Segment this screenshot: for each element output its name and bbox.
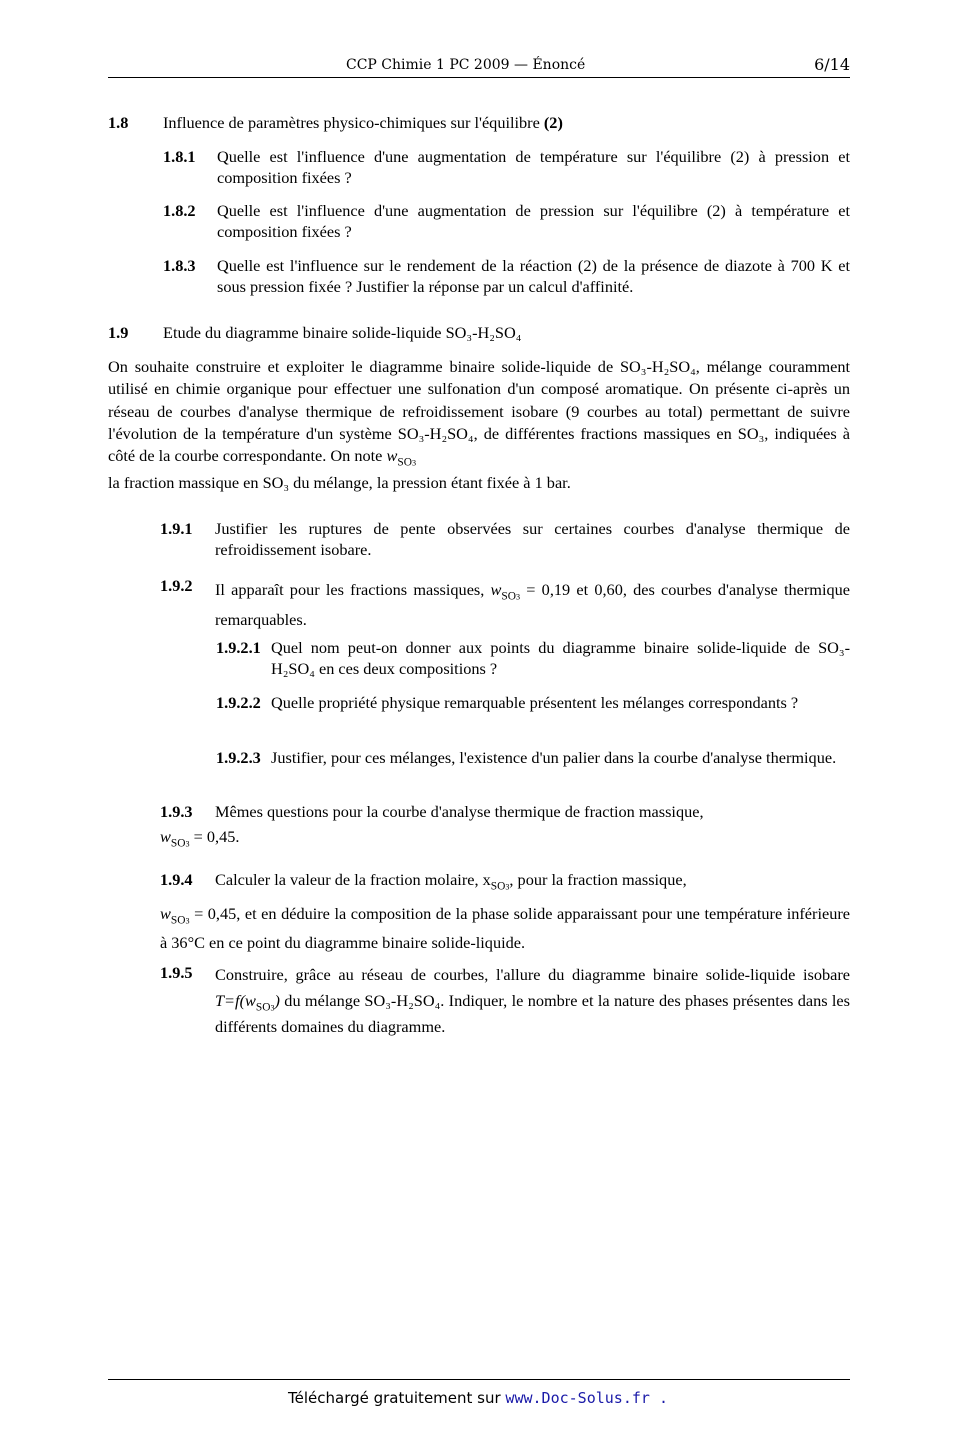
question-number: 1.9.2 [160, 576, 193, 595]
subquestion-number: 1.9.2.3 [216, 748, 261, 767]
section-title: Influence de paramètres physico-chimiques sur l'équilibre (2) [163, 113, 563, 132]
footer: Téléchargé gratuitement sur www.Doc-Solus.fr . [288, 1389, 668, 1407]
intro-paragraph-end: la fraction massique en SO₃ du mélange, la pression étant fixée à 1 bar. [108, 473, 571, 492]
question-text: Quelle est l'influence d'une augmentation de pression sur l'équilibre (2) à température et composition fixées ? [217, 201, 850, 241]
question-number: 1.8.2 [163, 201, 196, 220]
subquestion-text: Quel nom peut-on donner aux points du diagramme binaire solide-liquide de SO₃-H₂SO₄ en ces deux compositions ? [271, 638, 850, 678]
header-title: CCP Chimie 1 PC 2009 — Énoncé [346, 57, 586, 73]
section-number: 1.9 [108, 323, 129, 342]
question-text: Il apparaît pour les fractions massiques, $w_{SO3} = 0,19$ et 0,60, des courbes d'analyse thermique remarquables. [215, 580, 850, 629]
question-number: 1.8.1 [163, 147, 196, 166]
question-text-continued: $w_{SO3} = 0,45$. [160, 827, 240, 850]
subquestion-text: Quelle propriété physique remarquable présentent les mélanges correspondants ? [271, 693, 799, 712]
question-text: Construire, grâce au réseau de courbes, l'allure du diagramme binaire solide-liquide isobare $T=f(w_{SO3})$ du mélange SO₃-H₂SO₄. Indiquer, le nombre et la nature des phases présentes dans les différents domaines du diagramme. [215, 965, 850, 1036]
question-number: 1.9.5 [160, 963, 193, 982]
question-text: Quelle est l'influence sur le rendement de la réaction (2) de la présence de diazote à 700 K et sous pression fixée ? Justifier la réponse par un calcul d'affinité. [217, 256, 850, 296]
footer-text: Téléchargé gratuitement sur [288, 1389, 506, 1407]
subquestion-text: Justifier, pour ces mélanges, l'existence d'un palier dans la courbe d'analyse thermique. [271, 748, 837, 767]
question-text: Quelle est l'influence d'une augmentation de température sur l'équilibre (2) à pression et composition fixées ? [217, 147, 850, 187]
question-text: Calculer la valeur de la fraction molaire, $x_{SO3}$, pour la fraction massique, [215, 870, 687, 893]
header-rule [108, 77, 850, 78]
running-header [108, 56, 850, 76]
section-number: 1.8 [108, 113, 129, 132]
footer-link[interactable]: www.Doc-Solus.fr [505, 1389, 650, 1407]
subquestion-number: 1.9.2.2 [216, 693, 261, 712]
question-text-continued: $w_{SO3} = 0,45$, et en déduire la composition de la phase solide apparaissant pour une température inférieure à 36°C en ce point du diagramme binaire solide-liquide. [160, 904, 850, 952]
subquestion-number: 1.9.2.1 [216, 638, 261, 657]
intro-paragraph: On souhaite construire et exploiter le diagramme binaire solide-liquide de SO₃-H₂SO₄, mélange couramment utilisé en chimie organique pour effectuer une sulfonation d'un composé aromatique. On présente ci-après un réseau de courbes d'analyse thermique de refroidissement isobare (9 courbes au total) permettant de suivre l'évolution de la température d'un système SO₃-H₂SO₄, de différentes fractions massiques en SO₃, indiquées à côté de la courbe correspondante. On note $w_{SO3}$ [108, 357, 850, 469]
page-number: 6/14 [814, 55, 850, 74]
question-text: Justifier les ruptures de pente observées sur certaines courbes d'analyse thermique de refroidissement isobare. [215, 519, 850, 559]
question-text: Mêmes questions pour la courbe d'analyse thermique de fraction massique, [215, 802, 704, 821]
section-title: Etude du diagramme binaire solide-liquide SO₃-H₂SO₄ [163, 323, 522, 342]
footer-rule [108, 1379, 850, 1380]
question-number: 1.9.4 [160, 870, 193, 889]
question-number: 1.8.3 [163, 256, 196, 275]
question-number: 1.9.3 [160, 802, 193, 821]
question-number: 1.9.1 [160, 519, 193, 538]
